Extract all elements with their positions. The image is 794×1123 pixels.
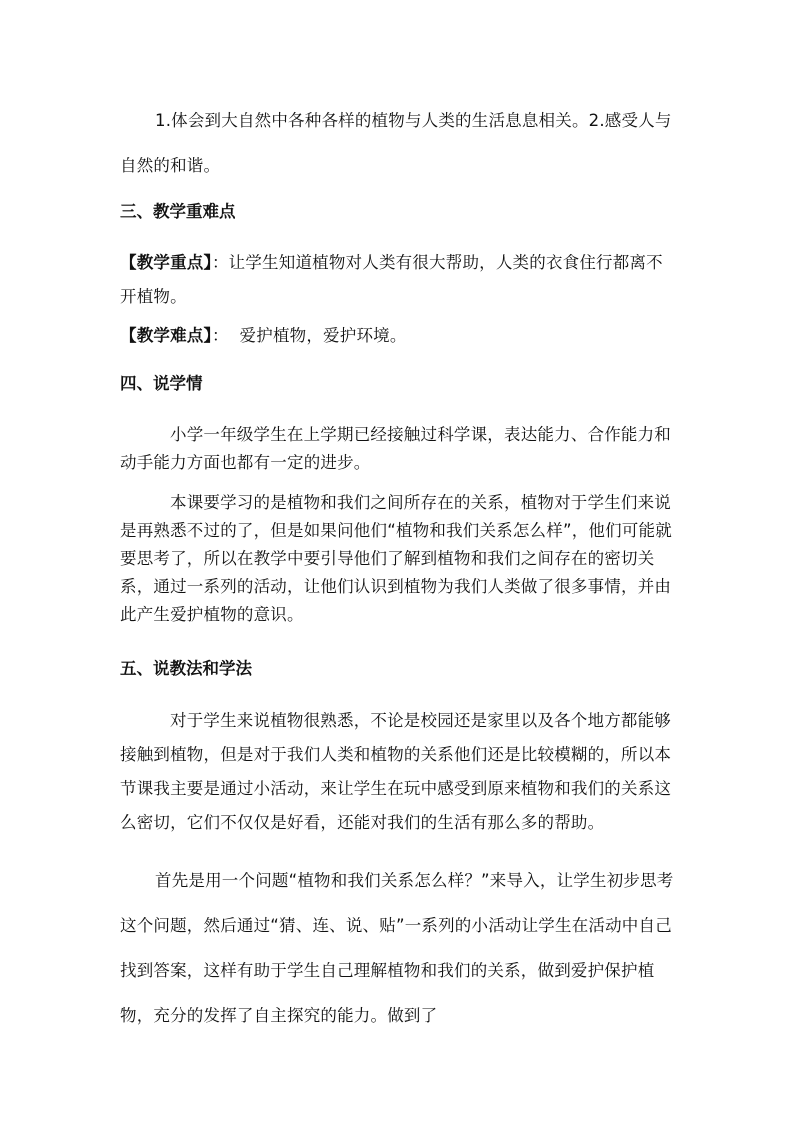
section-heading-teaching-methods: 五、说教法和学法	[120, 659, 252, 678]
teaching-methods-paragraph-1: 对于学生来说植物很熟悉，不论是校园还是家里以及各个地方都能够接触到植物，但是对于我们人类和植物的关系他们还是比较模糊的，所以本节课我主要是通过小活动，来让学生在玩中感受到原来植物和我们的关系这么密切，它们不仅仅是好看，还能对我们的生活有那么多的帮助。	[120, 711, 672, 832]
teaching-difficult-point-paragraph	[120, 319, 676, 353]
teaching-key-point-paragraph	[120, 246, 676, 314]
teaching-difficult-point-text: ： 爱护植物，爱护环境。	[211, 326, 407, 345]
section-heading-key-difficult-points: 三、教学重难点	[120, 202, 236, 221]
student-analysis-paragraph-2: 本课要学习的是植物和我们之间所存在的关系，植物对于学生们来说是再熟悉不过的了，但是如果问他们“植物和我们关系怎么样”，他们可能就要思考了，所以在教学中要引导他们了解到植物和我们之间存在的密切关系，通过一系列的活动，让他们认识到植物为我们人类做了很多事情，并由此产生爱护植物的意识。	[120, 493, 672, 624]
teaching-key-point-label: 【教学重点】	[120, 253, 212, 272]
teaching-difficult-point-label: 【教学难点】	[120, 326, 212, 345]
teaching-methods-paragraph-2: 首先是用一个问题“植物和我们关系怎么样？”来导入，让学生初步思考这个问题，然后通过“猜、连、说、贴”一系列的小活动让学生在活动中自己找到答案，这样有助于学生自己理解植物和我们的关系，做到爱护保护植物，充分的发挥了自主探究的能力。做到了	[120, 871, 674, 1025]
student-analysis-paragraph-1: 小学一年级学生在上学期已经接触过科学课，表达能力、合作能力和动手能力方面也都有一定的进步。	[120, 425, 671, 472]
objectives-paragraph: 1.体会到大自然中各种各样的植物与人类的生活息息相关。2.感受人与自然的和谐。	[120, 111, 672, 175]
section-heading-student-analysis: 四、说学情	[120, 374, 203, 393]
teaching-key-point-text: ：让学生知道植物对人类有很大帮助，人类的衣食住行都离不开植物。	[120, 253, 663, 306]
